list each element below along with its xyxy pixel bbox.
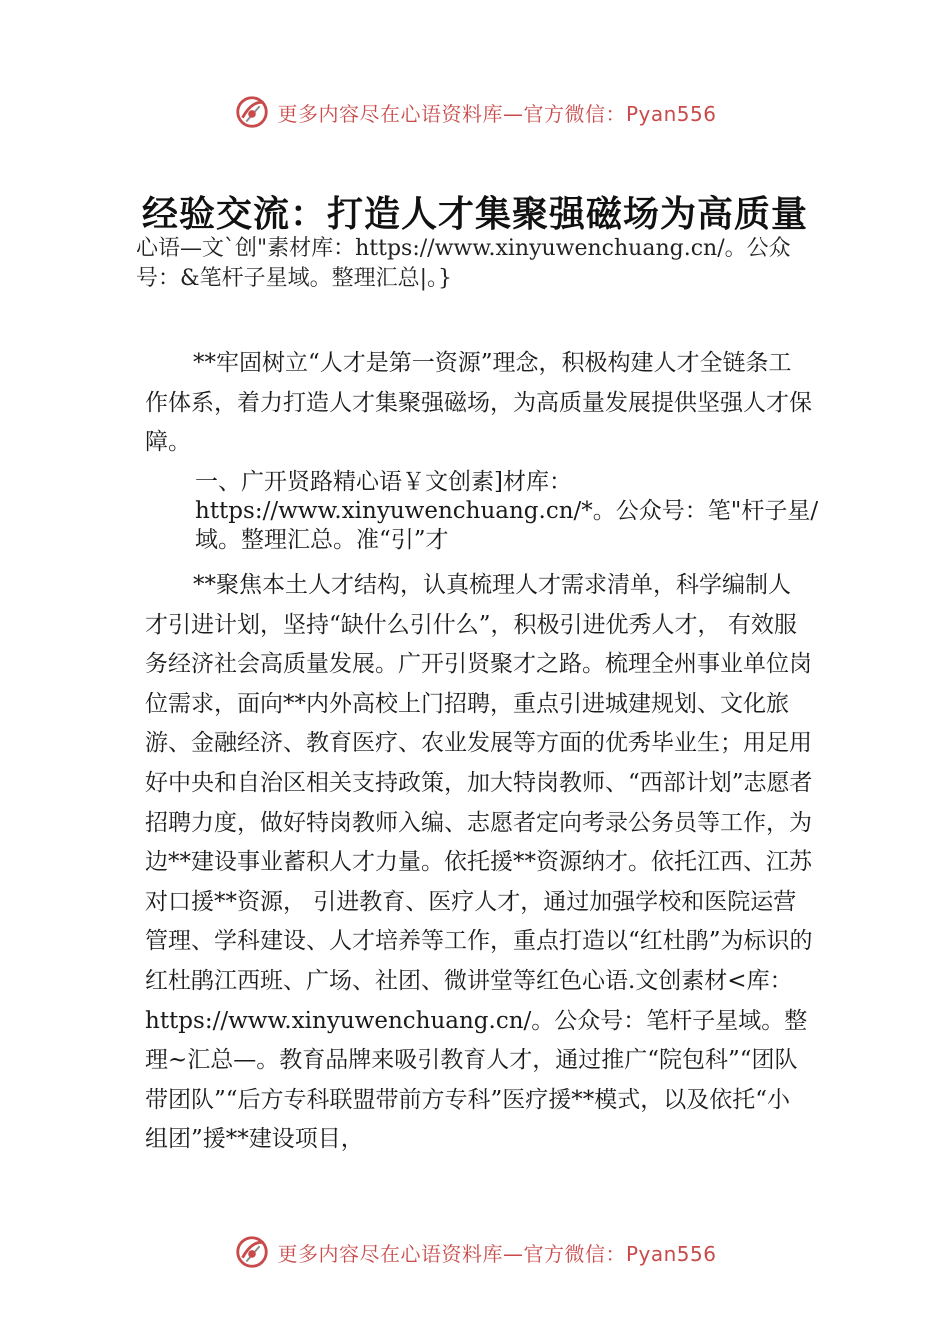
document-title: 经验交流：打造人才集聚强磁场为高质量 bbox=[141, 193, 808, 235]
source-line: 心语—文`创"素材库：https://www.xinyuwenchuang.cn/。公众号：&笔杆子星域。整理汇总|。} bbox=[136, 236, 791, 291]
logo-icon bbox=[233, 93, 271, 131]
header-banner-text: 更多内容尽在心语资料库—官方微信：Pyan556 bbox=[277, 101, 717, 126]
paragraph-1: **牢固树立“人才是第一资源”理念，积极构建人才全链条工作体系，着力打造人才集聚强磁场，为高质量发展提供坚强人才保障。 bbox=[145, 350, 812, 456]
logo-icon bbox=[233, 1233, 271, 1271]
paragraph-2: **聚焦本土人才结构，认真梳理人才需求清单，科学编制人才引进计划，坚持“缺什么引什么”，积极引进优秀人才， 有效服务经济社会高质量发展。广开引贤聚才之路。梳理全州事业单位岗位需求，面向**内外高校上门招聘，重点引进城建规划、文化旅游、金融经济、教育医疗、农业发展等方面的优秀毕业生；用足用好中央和自治区相关支持政策，加大特岗教师、“西部计划”志愿者招聘力度，做好特岗教师入编、志愿者定向考录公务员等工作，为边**建设事业蓄积人才力量。依托援**资源纳才。依托江西、江苏对口援**资源， 引进教育、医疗人才，通过加强学校和医院运营管理、学科建设、人才培养等工作，重点打造以“红杜鹃”为标识的红杜鹃江西班、广场、社团、微讲堂等红色心语.文创素材<库：https://www.xinyuwenchuang.cn/。公众号：笔杆子星域。整理~汇总—。教育品牌来吸引教育人才，通过推广“院包科”“团队带团队”“后方专科联盟带前方专科”医疗援**模式，以及依托“小组团”援**建设项目， bbox=[145, 572, 813, 1153]
section-heading-1: 一、广开贤路精心语￥文创素]材库：https://www.xinyuwenchuang.cn/*。公众号：笔"杆子星/域。整理汇总。准“引”才 bbox=[195, 469, 819, 553]
footer-banner-text: 更多内容尽在心语资料库—官方微信：Pyan556 bbox=[277, 1241, 717, 1266]
header-banner bbox=[0, 90, 950, 134]
footer-banner bbox=[0, 1230, 950, 1274]
